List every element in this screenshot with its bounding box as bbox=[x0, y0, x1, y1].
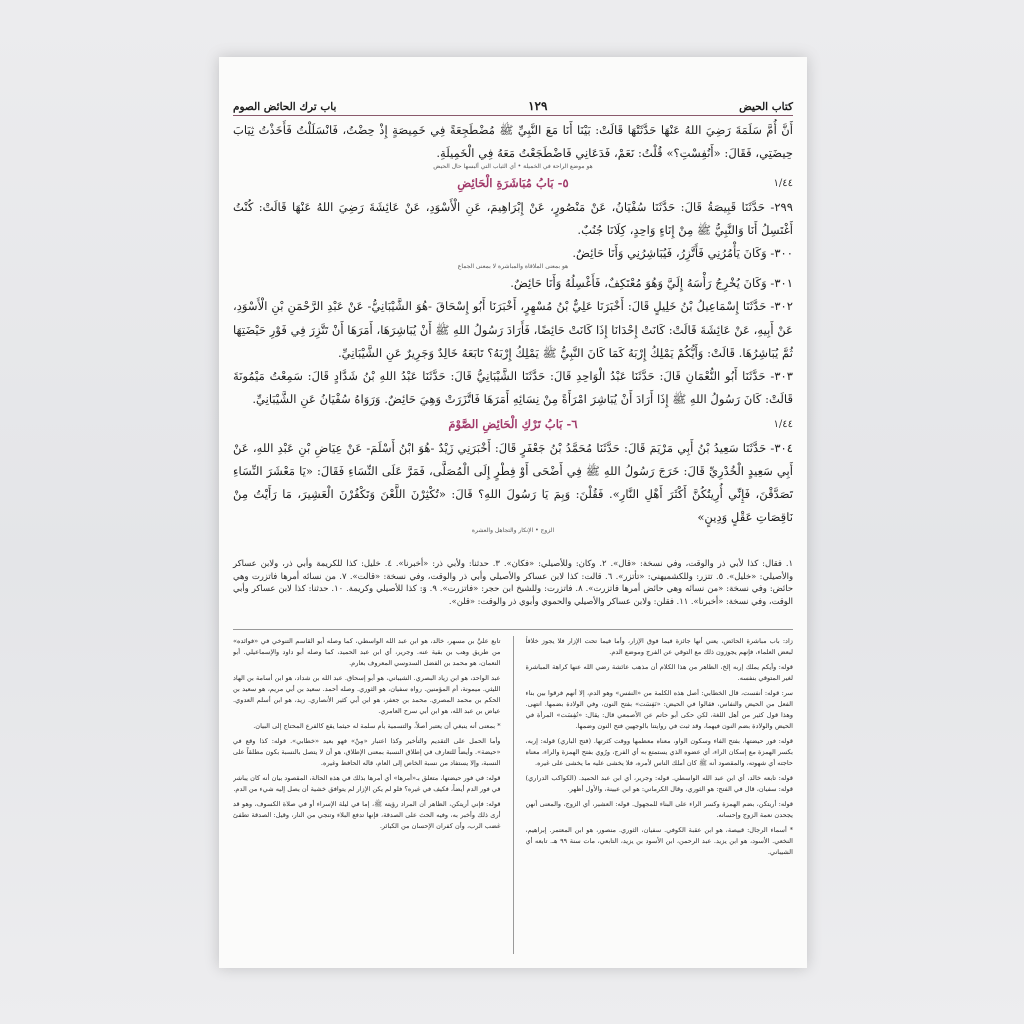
book-page bbox=[219, 57, 807, 968]
commentary-paragraph: سر: قوله: أنفست، قال الخطابي: أصل هذه الكلمة من «النفس» وهو الدم، إلا أنهم فرقوا بين بناء الفعل من الحيض والنفاس، فقالوا في الحيض: «نَفِسَت» بفتح النون، وفي الولادة بضمها. انتهى. وهذا قول كثير من أهل اللغة، لكن حكى أبو حاتم عن الأصمعي قال: يقال: «نُفِسَت» المرأة في الحيض والولادة بضم النون فيهما، وقد ثبت في روايتنا بالوجهين فتح النون وضمها. bbox=[525, 689, 793, 730]
commentary-paragraph: عبد الواحد، هو ابن زياد البصري. الشيباني، هو أبو إسحاق. عبد الله بن شداد، هو ابن أسامة بن الهاد الليثي. ميمونة، أم المؤمنين. رواه سفيان، هو الثوري. وصله أحمد. سعيد بن أبي مريم، هو سعيد بن الحكم بن محمد المصري. محمد بن جعفر، هو ابن أبي كثير الأنصاري. زيد، هو ابن أسلم العدوي. عياض بن عبد الله، هو ابن أبي سرح العامري. bbox=[233, 674, 501, 715]
main-hadith-text bbox=[233, 119, 793, 536]
commentary-paragraph: قوله: فور حيضتها، بفتح الفاء وسكون الواو، معناه معظمها ووقت كثرتها. (فتح الباري) قوله: إربه، بكسر الهمزة مع إسكان الراء، أي عضوه الذي يستمتع به أي الفرج، ورُوي بفتح الهمزة والراء، معناه حاجته أي شهوته، والمقصود أنه ﷺ كان أملك الناس لأمره، فلا يخشى عليه ما يخشى على غيره. bbox=[525, 737, 793, 767]
commentary-paragraph: قوله: أريتكن، بضم الهمزة وكسر الراء على البناء للمجهول. قوله: العشير، أي الزوج، والمعنى أنهن يجحدن نعمة الزوج وإحسانه. bbox=[525, 800, 793, 819]
commentary-paragraph: * أسماء الرجال: قبيصة، هو ابن عقبة الكوفي. سفيان، الثوري. منصور، هو ابن المعتمر. إبراهيم، النخعي. الأسود، هو ابن يزيد. عبد الرحمن، ابن الأسود بن يزيد، التابعي، مات سنة ٩٩ هـ. تابعه أي الشيباني. bbox=[525, 826, 793, 856]
hadith-302: ٣٠٢- حَدَّثَنَا إِسْمَاعِيلُ بْنُ خَلِيلٍ قَالَ: أَخْبَرَنَا عَلِيٌّ بْنُ مُسْهِرٍ، أَخْبَرَنَا أَبُو إِسْحَاقَ -هُوَ الشَّيْبَانِيُّ- عَنْ عَبْدِ الرَّحْمَنِ بْنِ الْأَسْوَدِ، عَنْ أَبِيهِ، عَنْ عَائِشَةَ قَالَتْ: كَانَتْ إِحْدَانَا إِذَا كَانَتْ حَائِضًا، فَأَرَادَ رَسُولُ اللهِ ﷺ أَنْ يُبَاشِرَهَا، أَمَرَهَا أَنْ تَتَّزِرَ فِي فَوْرِ حَيْضَتِهَا ثُمَّ يُبَاشِرُهَا. قَالَتْ: وَأَيُّكُمْ يَمْلِكُ إِرْبَهُ كَمَا كَانَ النَّبِيُّ ﷺ يَمْلِكُ إِرْبَهُ؟ تَابَعَهُ خَالِدٌ وَجَرِيرٌ عَنِ الشَّيْبَانِيِّ. bbox=[232, 299, 793, 360]
hadith-301: ٣٠١- وَكَانَ يُخْرِجُ رَأْسَهُ إِلَيَّ وَهُوَ مُعْتَكِفٌ، فَأَغْسِلُهُ وَأَنَا حَائِضٌ. bbox=[510, 276, 793, 291]
running-header bbox=[233, 95, 793, 116]
chapter-heading-5 bbox=[233, 172, 793, 195]
commentary-section bbox=[233, 629, 793, 954]
header-book-title: كتاب الحيض bbox=[739, 101, 793, 113]
commentary-paragraph: * بمعنى أنه ينبغي أن يعتبر أصلاً، والتسمية بأم سلمة له حيثما يقع كالفرع المحتاج إلى البيان. bbox=[253, 722, 501, 730]
commentary-paragraph: قوله: في فور حيضتها، متعلق بـ«أمرها» أي أمرها بذلك في هذه الحالة، المقصود بيان أنه كان يباشر في فور الدم أيضاً، فكيف في غيره؟ فلو لم يكن الإزار لم يتوافق خشية أن يصل إليه شيء من الدم. bbox=[233, 774, 501, 793]
marginal-gloss: هو موضع الراحة في الخميلة • أي الثياب التي ألبسها حال الحيض bbox=[433, 163, 593, 171]
commentary-paragraph: قوله: تابعه خالد، أي ابن عبد الله الواسطي. قوله: وجرير، أي ابن عبد الحميد. (الكواكب الدراري) قوله: سفيان، قال في الفتح: هو الثوري، وقال الكرماني: هو ابن عيينة، والأول أظهر. bbox=[525, 774, 793, 793]
chapter-title: ٦- بَابُ تَرْكِ الْحَائِضِ الصَّوْمَ bbox=[448, 417, 578, 432]
commentary-paragraph: قوله: وأيكم يملك إربه إلخ، الظاهر من هذا الكلام أن مذهب عائشة رضي الله عنها كراهة المباشرة لغير المتوقي بنفسه. bbox=[525, 663, 793, 682]
header-chapter-title: باب ترك الحائض الصوم bbox=[233, 101, 337, 113]
chapter-reference: ١/٤٤ bbox=[773, 419, 793, 431]
chapter-title: ٥- بَابُ مُبَاشَرَةِ الْحَائِضِ bbox=[457, 176, 569, 191]
marginal-gloss: الزوج • الإنكار والتجاهل والعشرة bbox=[471, 527, 555, 535]
commentary-paragraph: تابع عليَّ بن مسهر، خالد، هو ابن عبد الله الواسطي، كما وصله أبو القاسم التنوخي في «فوائده» من طريق وهب بن بقية عنه. وجرير، أي ابن عبد الحميد، كما وصله أبو داود والإسماعيلي. أبو النعمان، هو محمد بن الفضل السدوسي المعروف بعارم. bbox=[233, 637, 501, 667]
commentary-column-left bbox=[233, 636, 501, 954]
commentary-paragraph: وأما الحمل على التقديم والتأخير وكذا اعتبار «مِنْ» فهو بعيد «خطابي». قوله: كذا وقع في «حيضة». وأيضاً للتعارف في إطلاق النسبة بمعنى الإطلاق، هو أن لا يتصل بالنسبة بكون مطلقاً على النسبة، وإلا يستفاد من نسبة الخاص إلى العام، قاله الحافظ وغيره. bbox=[233, 737, 501, 767]
page-number: ١٢٩ bbox=[528, 99, 548, 113]
hadith-300: ٣٠٠- وَكَانَ يَأْمُرُنِي فَأَتَّزِرُ، فَيُبَاشِرُنِي وَأَنَا حَائِضٌ. bbox=[572, 246, 793, 261]
chapter-reference: ١/٤٤ bbox=[773, 178, 793, 190]
hadith-303: ٣٠٣- حَدَّثَنَا أَبُو النُّعْمَانِ قَالَ: حَدَّثَنَا عَبْدُ الْوَاحِدِ قَالَ: حَدَّثَنَا الشَّيْبَانِيُّ قَالَ: حَدَّثَنَا عَبْدُ اللهِ بْنُ شَدَّادٍ قَالَ: سَمِعْتُ مَيْمُونَةَ قَالَتْ: كَانَ رَسُولُ اللهِ ﷺ إِذَا أَرَادَ أَنْ يُبَاشِرَ امْرَأَةً مِنْ نِسَائِهِ أَمَرَهَا فَاتَّزَرَتْ وَهِيَ حَائِضٌ. وَرَوَاهُ سُفْيَانُ عَنِ الشَّيْبَانِيِّ. bbox=[233, 369, 793, 407]
commentary-paragraph: زاد: باب مباشرة الحائض، يعني أنها جائزة فيما فوق الإزار، وأما فيما تحت الإزار فلا يجوز خلافاً لبعض العلماء، فإنهم يجوزون ذلك مع التوقي عن الفرج وموضع الدم. bbox=[525, 637, 793, 656]
commentary-column-right bbox=[526, 636, 794, 954]
hadith-304: ٣٠٤- حَدَّثَنَا سَعِيدُ بْنُ أَبِي مَرْيَمَ قَالَ: حَدَّثَنَا مُحَمَّدُ بْنُ جَعْفَرٍ قَالَ: أَخْبَرَنِي زَيْدٌ -هُوَ ابْنُ أَسْلَمَ- عَنْ عِيَاضِ بْنِ عَبْدِ اللهِ، عَنْ أَبِي سَعِيدٍ الْخُدْرِيِّ قَالَ: خَرَجَ رَسُولُ اللهِ ﷺ فِي أَضْحَى أَوْ فِطْرٍ إِلَى الْمُصَلَّى، فَمَرَّ عَلَى النِّسَاءِ فَقَالَ: «يَا مَعْشَرَ النِّسَاءِ تَصَدَّقْنَ، فَإِنِّي أُرِيتُكُنَّ أَكْثَرَ أَهْلِ النَّارِ». فَقُلْنَ: وَبِمَ يَا رَسُولَ اللهِ؟ قَالَ: «تُكْثِرْنَ اللَّعْنَ وَتَكْفُرْنَ الْعَشِيرَ، مَا رَأَيْتُ مِنْ نَاقِصَاتِ عَقْلٍ وَدِينٍ» bbox=[233, 440, 793, 525]
commentary-paragraph: قوله: فإني أريتكن، الظاهر أن المراد رؤيته ﷺ، إما في ليلة الإسراء أو في صلاة الكسوف، وهو قد أرى ذلك وأخبر به، وفيه الحث على الصدقة، فإنها تدفع البلاء وتنجي من النار، وقيل: الصدقة تطفئ غضب الرب، وأن كفران الإحسان من الكبائر. bbox=[233, 800, 501, 830]
hadith-299: ٢٩٩- حَدَّثَنَا قَبِيصَةُ قَالَ: حَدَّثَنَا سُفْيَانُ، عَنْ مَنْصُورٍ، عَنْ إِبْرَاهِيمَ، عَنِ الْأَسْوَدِ، عَنْ عَائِشَةَ رَضِيَ اللهُ عَنْهَا قَالَتْ: كُنْتُ أَغْتَسِلُ أَنَا وَالنَّبِيُّ ﷺ مِنْ إِنَاءٍ وَاحِدٍ، كِلَانَا جُنُبٌ. bbox=[233, 199, 793, 237]
variant-footnotes bbox=[233, 557, 793, 607]
hadith-continuation: أَنَّ أُمَّ سَلَمَةَ رَضِيَ اللهُ عَنْهَا حَدَّثَتْهَا قَالَتْ: بَيْنَا أَنَا مَعَ النَّبِيِّ ﷺ مُضْطَجِعَةً فِي خَمِيصَةٍ إِذْ حِضْتُ، فَانْسَلَلْتُ فَأَخَذْتُ ثِيَابَ حِيضَتِي، فَقَالَ: «أَنُفِسْتِ؟» قُلْتُ: نَعَمْ، فَدَعَانِي فَاضْطَجَعْتُ مَعَهُ فِي الْخَمِيلَةِ. bbox=[233, 123, 793, 161]
column-divider bbox=[513, 636, 514, 954]
marginal-gloss: هو بمعنى الملاقاة والمباشرة لا بمعنى الجماع bbox=[457, 263, 569, 271]
chapter-heading-6 bbox=[233, 413, 793, 436]
footnote-text: ١. فقال: كذا لأبي ذر والوقت، وفي نسخة: «قال». ٢. وكان: وللأصيلي: «فكان». ٣. حدثنا: ولأبي ذر: «أخبرنا». ٤. خليل: كذا للكريمة وأبي ذر، ولابن عساكر والأصيلي: «خليل». ٥. تتزر: وللكشميهني: «تأتزر». ٦. قالت: كذا لابن عساكر والأصيلي وأبي ذر والوقت، وفي نسخة: «قالت». ٧. من نسائه أمرها فاتزرت وهي حائض: وفي نسخة: «من نسائه وهي حائض أمرها فاتزرت». ٨. فاتزرت: وللشيخ ابن حجر: «فاتزرت». ٩. وَ: كذا للأصيلي وكريمة. ١٠. حدثنا: كذا لابن عساكر وأبي الوقت، وفي نسخة: «أخبرنا». ١١. فقلن: ولابن عساكر والأصيلي والحموي وأبوي ذر والوقت: «قلن». bbox=[233, 558, 794, 606]
